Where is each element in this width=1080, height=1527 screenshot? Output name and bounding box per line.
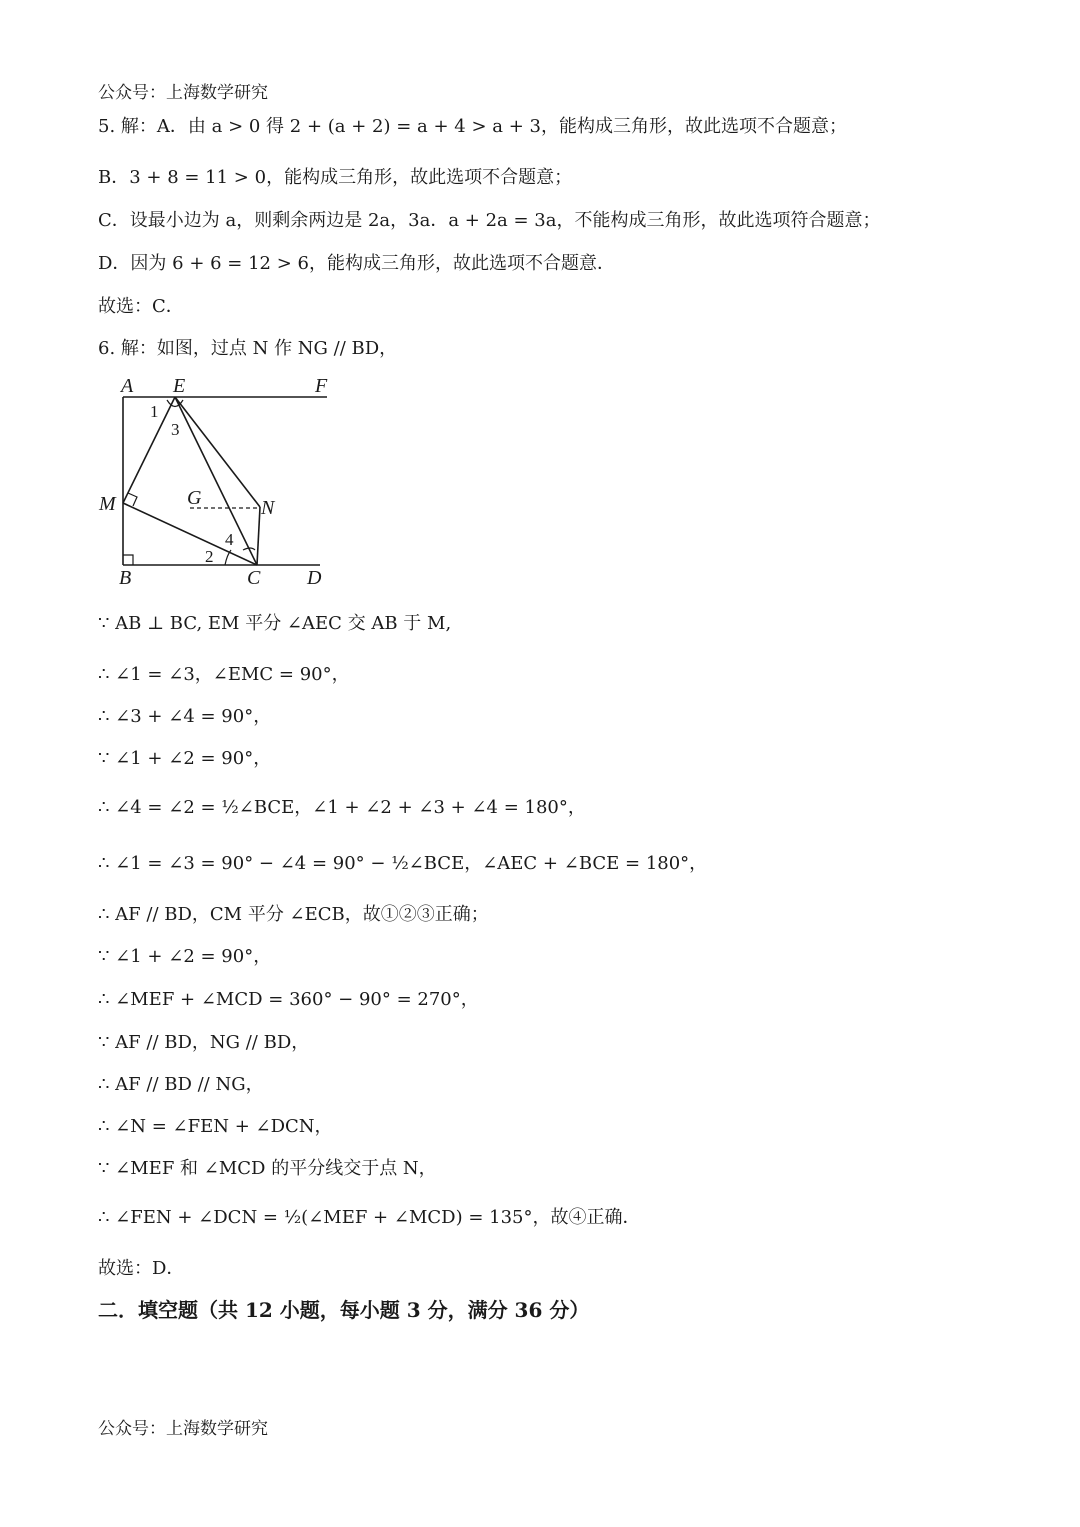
footer-watermark: 公众号：上海数学研究 <box>98 1419 268 1439</box>
segment-MC <box>123 503 257 565</box>
angle-label-1: 1 <box>150 402 159 421</box>
geometry-figure <box>95 368 345 590</box>
solution-5-answer: 故选：C． <box>98 296 184 317</box>
header-watermark: 公众号：上海数学研究 <box>98 83 268 103</box>
proof-line-1: ∵ AB ⊥ BC, EM 平分 ∠AEC 交 AB 于 M, <box>98 613 452 634</box>
label-N: N <box>261 497 275 519</box>
label-M: M <box>99 493 116 515</box>
right-angle-M <box>128 493 137 506</box>
proof-line-3: ∴ ∠3 + ∠4 = 90°， <box>98 706 272 727</box>
label-D: D <box>307 567 322 589</box>
solution-6-answer: 故选：D． <box>98 1258 185 1279</box>
segment-NC <box>257 507 260 565</box>
label-C: C <box>247 567 261 589</box>
proof-line-6: ∴ ∠1 = ∠3 = 90° − ∠4 = 90° − ½∠BCE，∠AEC + ∠BCE = 180°， <box>98 853 708 874</box>
angle-label-4: 4 <box>225 530 234 549</box>
proof-line-8: ∵ ∠1 + ∠2 = 90°， <box>98 946 272 967</box>
proof-line-7: ∴ AF // BD，CM 平分 ∠ECB，故①②③正确； <box>98 904 489 925</box>
label-B: B <box>119 567 132 589</box>
angle-label-2: 2 <box>205 547 214 566</box>
proof-line-2: ∴ ∠1 = ∠3，∠EMC = 90°， <box>98 664 350 685</box>
proof-line-13: ∵ ∠MEF 和 ∠MCD 的平分线交于点 N， <box>98 1158 437 1179</box>
proof-line-5: ∴ ∠4 = ∠2 = ½∠BCE，∠1 + ∠2 + ∠3 + ∠4 = 180°， <box>98 797 586 818</box>
proof-line-4: ∵ ∠1 + ∠2 = 90°， <box>98 748 272 769</box>
angle-label-3: 3 <box>171 420 180 439</box>
proof-line-9: ∴ ∠MEF + ∠MCD = 360° − 90° = 270°， <box>98 989 479 1010</box>
label-G: G <box>187 487 202 509</box>
proof-line-10: ∵ AF // BD，NG // BD， <box>98 1032 310 1053</box>
solution-5-line-b: B．3 + 8 = 11 > 0，能构成三角形，故此选项不合题意； <box>98 167 573 188</box>
label-F: F <box>315 375 328 397</box>
label-A: A <box>121 375 134 397</box>
label-E: E <box>173 375 186 397</box>
solution-5-line-a: 5. 解：A．由 a > 0 得 2 + (a + 2) = a + 4 > a + 3，能构成三角形，故此选项不合题意； <box>98 116 847 137</box>
proof-line-11: ∴ AF // BD // NG， <box>98 1074 264 1095</box>
proof-line-14: ∴ ∠FEN + ∠DCN = ½(∠MEF + ∠MCD) = 135°，故④正确． <box>98 1207 641 1228</box>
right-angle-B <box>123 555 133 565</box>
proof-line-12: ∴ ∠N = ∠FEN + ∠DCN， <box>98 1116 333 1137</box>
solution-5-line-d: D．因为 6 + 6 = 12 > 6，能构成三角形，故此选项不合题意． <box>98 253 615 274</box>
section-heading-fill-in: 二．填空题（共 12 小题，每小题 3 分，满分 36 分） <box>98 1298 590 1322</box>
segment-EM <box>123 397 175 503</box>
solution-6-intro: 6. 解：如图，过点 N 作 NG // BD， <box>98 338 398 359</box>
solution-5-line-c: C．设最小边为 a，则剩余两边是 2a，3a．a + 2a = 3a，不能构成三角形，故此选项符合题意； <box>98 210 881 231</box>
segment-EC <box>175 397 257 565</box>
